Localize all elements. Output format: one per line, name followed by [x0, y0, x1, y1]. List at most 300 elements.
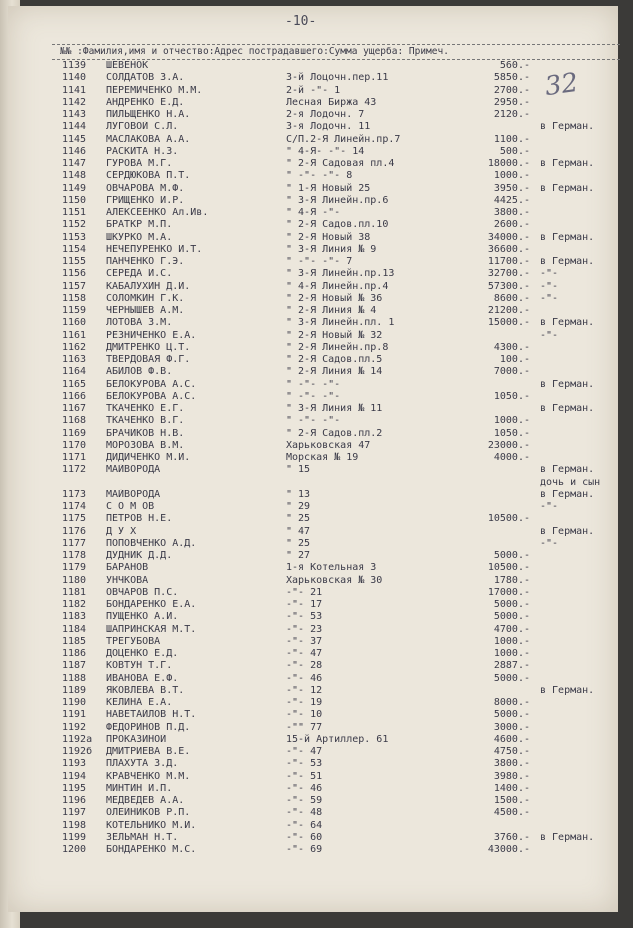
row-name: МАСЛАКОВА А.А. [106, 133, 191, 145]
row-number: 1197 [62, 807, 87, 819]
row-address: -"- 21 [286, 586, 323, 598]
row-number: 1180 [62, 574, 87, 586]
row-damage-sum: 4300.- [493, 341, 530, 353]
table-row [0, 134, 620, 146]
table-row [0, 440, 620, 452]
row-number: 1147 [62, 158, 87, 169]
row-address: -"- 64 [286, 819, 323, 831]
row-number: 1145 [62, 133, 87, 145]
row-damage-sum: 5000.- [493, 672, 530, 684]
row-damage-sum: 500.- [499, 145, 530, 157]
row-damage-sum: 5000.- [493, 611, 530, 623]
row-number: 1164 [62, 366, 87, 378]
row-number: 1185 [62, 635, 87, 647]
table-row [0, 807, 620, 819]
row-number: 1178 [62, 550, 87, 561]
row-damage-sum: 5000.- [493, 709, 530, 721]
row-name: УНЧКОВА [106, 574, 149, 586]
row-name: МАЙВОРОДА [106, 488, 161, 500]
row-damage-sum: 21200.- [487, 305, 530, 316]
table-row [0, 183, 620, 195]
table-row [0, 587, 620, 599]
row-name: КЕЛИНА Е.А. [106, 697, 173, 708]
row-number: 1184 [62, 623, 87, 635]
row-address: -"- 37 [286, 635, 323, 647]
row-number: 1169 [62, 427, 87, 439]
row-damage-sum: 1000.- [493, 415, 530, 427]
row-name: БОНДАРЕНКО Е.А. [106, 599, 197, 610]
row-address: " 3-Я Линия № 9 [286, 243, 377, 255]
row-name: ЧЕРНЫШЕВ А.М. [106, 305, 185, 316]
table-row [0, 452, 620, 464]
row-damage-sum: 1500.- [493, 795, 530, 806]
row-number: 1140 [62, 72, 87, 84]
row-address: -"- 10 [286, 709, 323, 721]
row-note: в Герман. [540, 488, 595, 500]
row-damage-sum: 560.- [499, 60, 530, 71]
row-number: 1194 [62, 770, 87, 782]
row-number: 1144 [62, 121, 87, 133]
row-number: 1157 [62, 280, 87, 292]
table-row [0, 734, 620, 746]
table-row [0, 477, 620, 489]
table-row [0, 722, 620, 734]
row-damage-sum: 8000.- [493, 697, 530, 708]
row-note: в Герман. [540, 158, 595, 169]
row-note: в Герман. [540, 317, 595, 329]
row-damage-sum: 18000.- [487, 158, 530, 169]
row-note: -"- [540, 268, 559, 280]
row-name: ТРЕГУБОВА [106, 635, 161, 647]
row-name: ТКАЧЕНКО Е.Г. [106, 403, 185, 414]
row-damage-sum: 10500.- [487, 562, 530, 574]
row-address: -"" 77 [286, 721, 323, 733]
row-number: 1183 [62, 611, 87, 623]
row-address: " 13 [286, 488, 311, 500]
row-name: Д У Х [106, 525, 137, 537]
row-damage-sum: 7000.- [493, 366, 530, 378]
table-row [0, 464, 620, 476]
row-number: 1146 [62, 145, 87, 157]
row-number: 1195 [62, 782, 87, 794]
row-address: " 4-Я Линейн.пр.4 [286, 280, 389, 292]
row-damage-sum: 3000.- [493, 721, 530, 733]
row-damage-sum: 1000.- [493, 170, 530, 182]
table-row [0, 403, 620, 415]
row-address: " -"- -"- 7 [286, 256, 353, 267]
table-row [0, 599, 620, 611]
row-name: ОЛЕЙНИКОВ Р.П. [106, 807, 191, 819]
row-address: -"- 17 [286, 599, 323, 610]
row-number: 1168 [62, 415, 87, 427]
row-address: " 2-Я Линия № 4 [286, 305, 377, 316]
row-number: 1196 [62, 795, 87, 806]
row-name: АБИЛОВ Ф.В. [106, 366, 173, 378]
table-row [0, 391, 620, 403]
table-row [0, 697, 620, 709]
row-name: ТВЕРДОВАЯ Ф.Г. [106, 354, 191, 365]
row-name: БЕЛОКУРОВА А.С. [106, 390, 197, 402]
row-damage-sum: 1400.- [493, 782, 530, 794]
table-header: №№ :Фамилия,имя и отчество:Адрес пострадавшего:Сумма ущерба: Примеч. [52, 44, 620, 60]
row-name: МАЙВОРОДА [106, 464, 161, 476]
row-damage-sum: 2600.- [493, 219, 530, 231]
row-name: ЯКОВЛЕВА В.Т. [106, 684, 185, 696]
row-address: " 27 [286, 550, 311, 561]
row-address: " 2-Я Садов.пл.5 [286, 354, 383, 365]
table-row [0, 832, 620, 844]
row-address: " 2-Я Садов.пл.2 [286, 427, 383, 439]
row-address: Лесная Биржа 43 [286, 96, 377, 108]
row-address: " -"- -"- [286, 415, 341, 427]
row-address: -"- 28 [286, 660, 323, 672]
row-note: -"- [540, 537, 559, 549]
row-number: 1199 [62, 831, 87, 843]
table-row [0, 109, 620, 121]
table-row [0, 550, 620, 562]
row-address: " 47 [286, 525, 311, 537]
row-name: АЛЕКСЕЕНКО Ал.Ив. [106, 207, 209, 218]
row-name: АНДРЕНКО Е.Д. [106, 96, 185, 108]
row-address: " 15 [286, 464, 311, 476]
row-note: в Герман. [540, 684, 595, 696]
table-row [0, 268, 620, 280]
table-row [0, 562, 620, 574]
table-row [0, 293, 620, 305]
table-row [0, 513, 620, 525]
row-name: ЗЕЛЬМАН Н.Т. [106, 831, 179, 843]
row-address: -"- 59 [286, 795, 323, 806]
row-damage-sum: 34000.- [487, 231, 530, 243]
table-row [0, 121, 620, 133]
row-address: " 2-Я Новый № 36 [286, 292, 383, 304]
row-number: 1167 [62, 403, 87, 414]
row-number: 1191 [62, 709, 87, 721]
row-address: -"- 53 [286, 611, 323, 623]
table-row [0, 244, 620, 256]
row-number: 1190 [62, 697, 87, 708]
row-address: Харьковская 47 [286, 439, 371, 451]
row-address: " 25 [286, 537, 311, 549]
row-note: в Герман. [540, 182, 595, 194]
row-name: СЕРДЮКОВА П.Т. [106, 170, 191, 182]
row-damage-sum: 1780.- [493, 574, 530, 586]
row-address: 2-я Лодочн. 7 [286, 109, 365, 120]
row-name: ШЕВЕНОК [106, 60, 149, 71]
row-name: МЕДВЕДЕВ А.А. [106, 795, 185, 806]
row-address: " 4-Я -"- [286, 207, 341, 218]
row-address: 2-й -"- 1 [286, 84, 341, 96]
row-number: 1143 [62, 109, 87, 120]
row-address: " 2-Я Садовая пл.4 [286, 158, 395, 169]
row-name: ОВЧАРОВ П.С. [106, 586, 179, 598]
row-damage-sum: 36600.- [487, 243, 530, 255]
row-number: 1148 [62, 170, 87, 182]
table-row [0, 207, 620, 219]
row-address: " 1-Я Новый 25 [286, 182, 371, 194]
row-address: -"- 60 [286, 831, 323, 843]
table-row [0, 648, 620, 660]
row-name: ИВАНОВА Е.Ф. [106, 672, 179, 684]
row-number: 1154 [62, 243, 87, 255]
table-row [0, 256, 620, 268]
row-address: Морская № 19 [286, 452, 359, 463]
row-number: 1141 [62, 84, 87, 96]
row-note: -"- [540, 329, 559, 341]
row-damage-sum: 5000.- [493, 599, 530, 610]
row-name: НЕЧЕПУРЕНКО И.Т. [106, 243, 203, 255]
row-damage-sum: 3760.- [493, 831, 530, 843]
row-address: -"- 19 [286, 697, 323, 708]
table-row [0, 158, 620, 170]
row-name: РАСКИТА Н.З. [106, 145, 179, 157]
table-row [0, 526, 620, 538]
row-name: БАРАНОВ [106, 562, 149, 574]
row-damage-sum: 1100.- [493, 133, 530, 145]
row-number: 1188 [62, 672, 87, 684]
row-name: ДИДИЧЕНКО М.И. [106, 452, 191, 463]
row-damage-sum: 3950.- [493, 182, 530, 194]
row-name: СЕРЕДА И.С. [106, 268, 173, 280]
row-number: 1152 [62, 219, 87, 231]
row-damage-sum: 2887.- [493, 660, 530, 672]
row-name: ФЕДОРИНОВ П.Д. [106, 721, 191, 733]
row-number: 1159 [62, 305, 87, 316]
row-damage-sum: 2950.- [493, 96, 530, 108]
row-name: КОТЕЛЬНИКО М.И. [106, 819, 197, 831]
table-row [0, 354, 620, 366]
row-damage-sum: 1050.- [493, 390, 530, 402]
row-name: ПЛАХУТА З.Д. [106, 758, 179, 770]
row-name: ДУДНИК Д.Д. [106, 550, 173, 561]
row-address: " 29 [286, 501, 311, 512]
table-row [0, 342, 620, 354]
row-name: ПЕРЕМИЧЕНКО М.М. [106, 84, 203, 96]
row-damage-sum: 32700.- [487, 268, 530, 280]
row-name: ЛОТОВА З.М. [106, 317, 173, 329]
table-row [0, 97, 620, 109]
table-row [0, 709, 620, 721]
row-number: 1174 [62, 501, 87, 512]
row-name: МОРОЗОВА В.М. [106, 439, 185, 451]
row-name: МИНТИН И.П. [106, 782, 173, 794]
row-address: " -"- -"- [286, 378, 341, 390]
row-name: СОЛОМКИН Г.К. [106, 292, 185, 304]
table-row [0, 415, 620, 427]
row-address: " -"- -"- [286, 390, 341, 402]
row-address: -"- 12 [286, 684, 323, 696]
row-number: 1142 [62, 96, 87, 108]
row-name: ДМИТРЕНКО Ц.Т. [106, 341, 191, 353]
table-row [0, 636, 620, 648]
row-damage-sum: 15000.- [487, 317, 530, 329]
row-address: -"- 53 [286, 758, 323, 770]
row-damage-sum: 10500.- [487, 513, 530, 525]
row-number: 1161 [62, 329, 87, 341]
table-row [0, 379, 620, 391]
table-row [0, 489, 620, 501]
row-name: ПУЩЕНКО А.И. [106, 611, 179, 623]
row-number: 1155 [62, 256, 87, 267]
table-body [0, 60, 620, 856]
row-name: БЕЛОКУРОВА А.С. [106, 378, 197, 390]
row-address: " 4-Я- -"- 14 [286, 145, 365, 157]
row-name: ШАПРИНСКАЯ М.Т. [106, 623, 197, 635]
table-row [0, 146, 620, 158]
row-damage-sum: 5850.- [493, 72, 530, 84]
table-row [0, 820, 620, 832]
row-number: 1192б [62, 746, 93, 757]
row-number: 1139 [62, 60, 87, 71]
row-number: 1198 [62, 819, 87, 831]
row-number: 1176 [62, 525, 87, 537]
table-row [0, 624, 620, 636]
row-number: 1200 [62, 844, 87, 855]
row-number: 1171 [62, 452, 87, 463]
table-row [0, 60, 620, 72]
row-number: 1189 [62, 684, 87, 696]
row-name: КРАВЧЕНКО М.М. [106, 770, 191, 782]
row-damage-sum: 57300.- [487, 280, 530, 292]
row-number: 1153 [62, 231, 87, 243]
row-name: С О М ОВ [106, 501, 155, 512]
row-name: ПРОКАЗИНОЙ [106, 733, 167, 745]
row-address: С/П.2-Я Линейн.пр.7 [286, 133, 401, 145]
row-address: -"- 46 [286, 782, 323, 794]
row-address: " 2-Я Садов.пл.10 [286, 219, 389, 231]
table-row [0, 771, 620, 783]
row-note: дочь и сын [540, 476, 601, 488]
row-address: -"- 46 [286, 672, 323, 684]
row-damage-sum: 11700.- [487, 256, 530, 267]
row-note: в Герман. [540, 378, 595, 390]
table-row [0, 660, 620, 672]
row-damage-sum: 23000.- [487, 439, 530, 451]
row-address: " 2-Я Новый № 32 [286, 329, 383, 341]
row-note: в Герман. [540, 121, 595, 133]
row-address: -"- 47 [286, 648, 323, 659]
row-damage-sum: 4500.- [493, 807, 530, 819]
row-number: 1158 [62, 292, 87, 304]
row-number: 1182 [62, 599, 87, 610]
row-name: ПИЛЬЩЕНКО Н.А. [106, 109, 191, 120]
row-name: ОВЧАРОВА М.Ф. [106, 182, 185, 194]
row-note: в Герман. [540, 231, 595, 243]
row-address: -"- 47 [286, 746, 323, 757]
row-number: 1156 [62, 268, 87, 280]
row-number: 1192а [62, 733, 93, 745]
row-number: 1193 [62, 758, 87, 770]
row-damage-sum: 17000.- [487, 586, 530, 598]
row-number: 1149 [62, 182, 87, 194]
table-row [0, 685, 620, 697]
row-name: ТКАЧЕНКО В.Г. [106, 415, 185, 427]
table-row [0, 170, 620, 182]
row-damage-sum: 3980.- [493, 770, 530, 782]
row-note: в Герман. [540, 403, 595, 414]
row-name: КОВТУН Т.Г. [106, 660, 173, 672]
row-damage-sum: 4750.- [493, 746, 530, 757]
row-damage-sum: 2120.- [493, 109, 530, 120]
row-damage-sum: 1050.- [493, 427, 530, 439]
table-row [0, 330, 620, 342]
row-number: 1162 [62, 341, 87, 353]
row-damage-sum: 43000.- [487, 844, 530, 855]
row-address: Харьковская № 30 [286, 574, 383, 586]
row-name: ПАНЧЕНКО Г.Э. [106, 256, 185, 267]
row-number: 1163 [62, 354, 87, 365]
table-row [0, 72, 620, 84]
table-row [0, 758, 620, 770]
row-note: -"- [540, 501, 559, 512]
row-number: 1177 [62, 537, 87, 549]
row-name: СОЛДАТОВ З.А. [106, 72, 185, 84]
table-row [0, 281, 620, 293]
row-address: " 3-Я Линия № 11 [286, 403, 383, 414]
row-damage-sum: 4425.- [493, 194, 530, 206]
row-name: ГРИЩЕНКО И.Р. [106, 194, 185, 206]
table-row [0, 795, 620, 807]
row-number: 1175 [62, 513, 87, 525]
table-row [0, 844, 620, 856]
row-address: -"- 23 [286, 623, 323, 635]
row-address: 15-й Артиллер. 61 [286, 733, 389, 745]
row-number: 1170 [62, 439, 87, 451]
row-number: 1150 [62, 194, 87, 206]
row-name: ПЕТРОВ Н.Е. [106, 513, 173, 525]
table-row [0, 783, 620, 795]
table-row [0, 305, 620, 317]
handwritten-mark: 32 [543, 67, 581, 103]
row-damage-sum: 3800.- [493, 207, 530, 218]
table-row [0, 673, 620, 685]
row-number: 1165 [62, 378, 87, 390]
row-name: ГУРОВА М.Г. [106, 158, 173, 169]
row-damage-sum: 4000.- [493, 452, 530, 463]
table-row [0, 232, 620, 244]
row-damage-sum: 5000.- [493, 550, 530, 561]
table-row [0, 317, 620, 329]
row-number: 1187 [62, 660, 87, 672]
table-row [0, 501, 620, 513]
row-name: ШКУРКО М.А. [106, 231, 173, 243]
row-address: " 3-Я Линейн.пл. 1 [286, 317, 395, 329]
table-row [0, 428, 620, 440]
row-number: 1192 [62, 721, 87, 733]
row-damage-sum: 3800.- [493, 758, 530, 770]
row-name: КАБАЛУХИН Д.И. [106, 280, 191, 292]
row-name: ЛУГОВОЙ С.Л. [106, 121, 179, 133]
row-address: " 3-Я Линейн.пр.13 [286, 268, 395, 280]
row-name: БОНДАРЕНКО М.С. [106, 844, 197, 855]
table-row [0, 85, 620, 97]
row-note: в Герман. [540, 525, 595, 537]
table-row [0, 746, 620, 758]
row-damage-sum: 1000.- [493, 635, 530, 647]
row-name: ПОПОВЧЕНКО А.Д. [106, 537, 197, 549]
row-name: БРАТКР М.П. [106, 219, 173, 231]
row-address: " -"- -"- 8 [286, 170, 353, 182]
page-number: -10- [285, 14, 317, 29]
table-row [0, 538, 620, 550]
row-name: БРАЧИКОВ Н.В. [106, 427, 185, 439]
row-name: НАВЕТАЙЛОВ Н.Т. [106, 709, 197, 721]
row-number: 1160 [62, 317, 87, 329]
row-number: 1166 [62, 390, 87, 402]
row-note: в Герман. [540, 831, 595, 843]
row-note: -"- [540, 292, 559, 304]
row-address: 3-й Лоцочн.пер.11 [286, 72, 389, 84]
